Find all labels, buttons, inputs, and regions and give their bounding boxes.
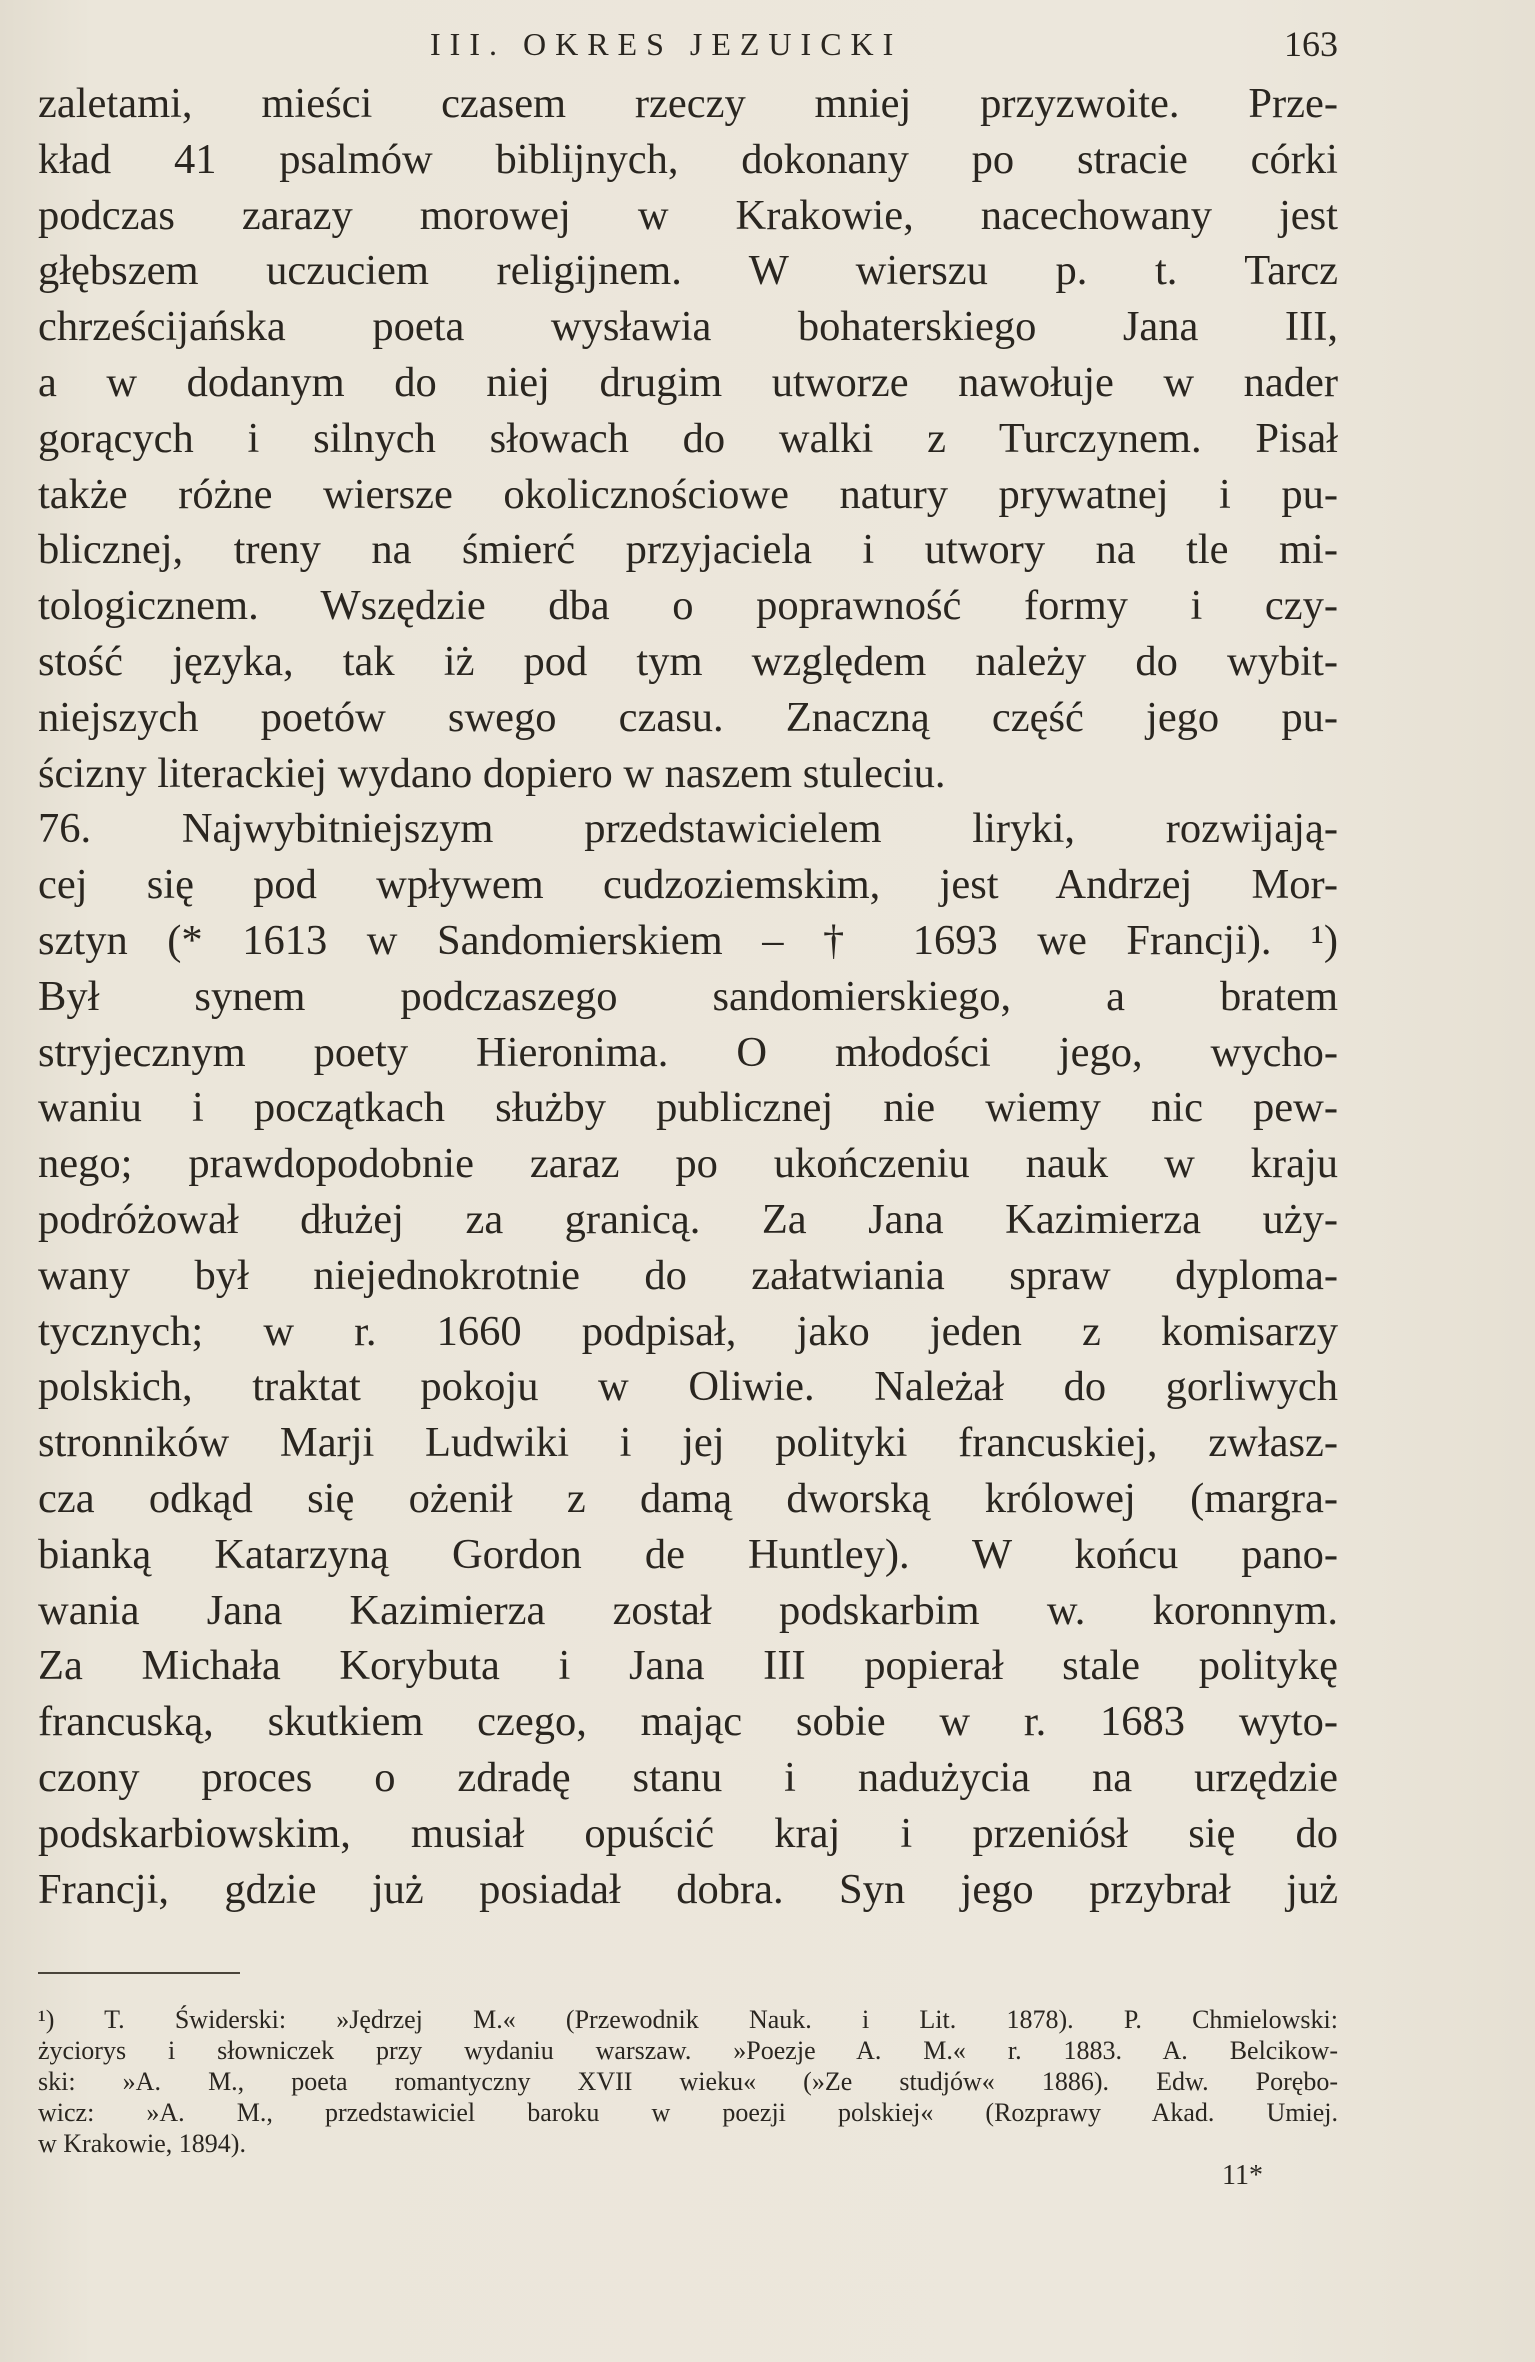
text-line: podróżował dłużej za granicą. Za Jana Kazimierza uży-: [38, 1195, 1338, 1243]
text-line: blicznej, treny na śmierć przyjaciela i utwory na tle mi-: [38, 526, 1338, 574]
signature-mark: 11*: [1222, 2160, 1263, 2191]
text-line: podczas zarazy morowej w Krakowie, nacechowany jest: [38, 191, 1338, 239]
text-line: nego; prawdopodobnie zaraz po ukończeniu nauk w kraju: [38, 1140, 1338, 1188]
text-line: cej się pod wpływem cudzoziemskim, jest Andrzej Mor-: [38, 861, 1338, 909]
text-line: Za Michała Korybuta i Jana III popierał stale politykę: [38, 1642, 1338, 1690]
footnote-line: ski: »A. M., poeta romantyczny XVII wieku« (»Ze studjów« 1886). Edw. Porębo-: [38, 2067, 1338, 2096]
text-line: Francji, gdzie już posiadał dobra. Syn jego przybrał już: [38, 1865, 1338, 1913]
text-line: tologicznem. Wszędzie dba o poprawność formy i czy-: [38, 582, 1338, 630]
text-line: sztyn (* 1613 w Sandomierskiem – † 1693 we Francji). ¹): [38, 916, 1338, 964]
page-header: [38, 14, 1338, 74]
text-line: a w dodanym do niej drugim utworze nawołuje w nader: [38, 358, 1338, 406]
footnote-line: ¹) T. Świderski: »Jędrzej M.« (Przewodnik Nauk. i Lit. 1878). P. Chmielowski:: [38, 2005, 1338, 2034]
text-line: podskarbiowskim, musiał opuścić kraj i przeniósł się do: [38, 1809, 1338, 1857]
text-line: polskich, traktat pokoju w Oliwie. Należał do gorliwych: [38, 1363, 1338, 1411]
text-line: ścizny literackiej wydano dopiero w naszem stuleciu.: [38, 749, 946, 797]
text-line: głębszem uczuciem religijnem. W wierszu p. t. Tarcz: [38, 247, 1338, 295]
text-line: wany był niejednokrotnie do załatwiania spraw dyploma-: [38, 1251, 1338, 1299]
text-line: tycznych; w r. 1660 podpisał, jako jeden z komisarzy: [38, 1307, 1338, 1355]
page-number: 163: [1284, 24, 1338, 64]
text-line: stryjecznym poety Hieronima. O młodości jego, wycho-: [38, 1028, 1338, 1076]
text-line: kład 41 psalmów biblijnych, dokonany po stracie córki: [38, 135, 1338, 183]
text-line: wania Jana Kazimierza został podskarbim w. koronnym.: [38, 1586, 1338, 1634]
text-line: czony proces o zdradę stanu i nadużycia na urzędzie: [38, 1753, 1338, 1801]
text-line: niejszych poetów swego czasu. Znaczną część jego pu-: [38, 693, 1338, 741]
running-head: III. OKRES JEZUICKI: [430, 25, 903, 62]
text-line: chrześcijańska poeta wysławia bohaterskiego Jana III,: [38, 303, 1338, 351]
footnote-line: życiorys i słowniczek przy wydaniu warszaw. »Poezje A. M.« r. 1883. A. Belcikow-: [38, 2036, 1338, 2065]
text-line: bianką Katarzyną Gordon de Huntley). W końcu pano-: [38, 1530, 1338, 1578]
text-line: cza odkąd się ożenił z damą dworską królowej (margra-: [38, 1474, 1338, 1522]
footnote-rule: [38, 1972, 240, 1974]
text-line: Był synem podczaszego sandomierskiego, a bratem: [38, 972, 1338, 1020]
footnote-line: w Krakowie, 1894).: [38, 2129, 246, 2158]
text-line: 76. Najwybitniejszym przedstawicielem liryki, rozwijają-: [38, 805, 1338, 853]
text-line: także różne wiersze okolicznościowe natury prywatnej i pu-: [38, 470, 1338, 518]
footnotes: [38, 2004, 1338, 2159]
text-line: zaletami, mieści czasem rzeczy mniej przyzwoite. Prze-: [38, 80, 1338, 127]
text-line: francuską, skutkiem czego, mając sobie w r. 1683 wyto-: [38, 1698, 1338, 1746]
body-text: [38, 76, 1338, 1917]
text-line: waniu i początkach służby publicznej nie wiemy nic pew-: [38, 1084, 1338, 1132]
footnote-line: wicz: »A. M., przedstawiciel baroku w poezji polskiej« (Rozprawy Akad. Umiej.: [38, 2098, 1338, 2127]
text-line: stość języka, tak iż pod tym względem należy do wybit-: [38, 637, 1338, 685]
text-line: gorących i silnych słowach do walki z Turczynem. Pisał: [38, 414, 1338, 462]
text-line: stronników Marji Ludwiki i jej polityki francuskiej, zwłasz-: [38, 1419, 1338, 1467]
